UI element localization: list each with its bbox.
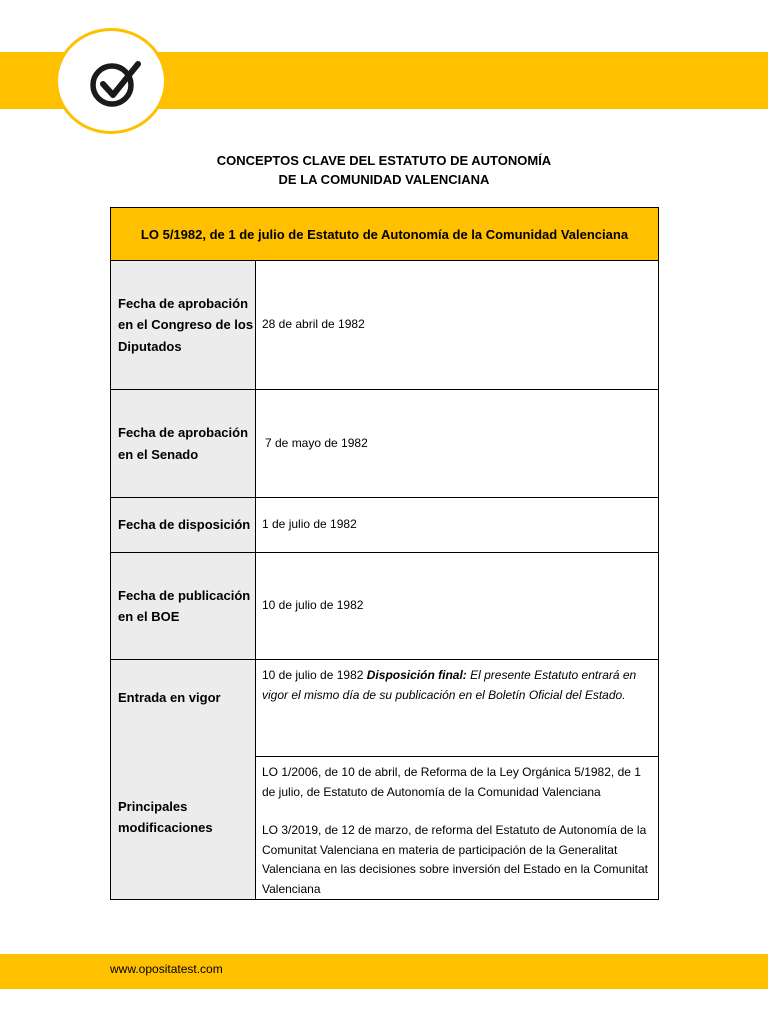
table-row [111, 553, 658, 660]
row-value-senado: 7 de mayo de 1982 [265, 435, 368, 450]
table-row [111, 498, 658, 553]
footer-link[interactable]: www.opositatest.com [110, 962, 223, 976]
row-value-disposicion: 1 de julio de 1982 [262, 517, 357, 532]
row-value-congreso: 28 de abril de 1982 [262, 317, 365, 332]
row-label-congreso: Fecha de aprobación en el Congreso de los Diputados [111, 261, 256, 389]
merged-values [256, 660, 658, 899]
row-label-boe: Fecha de publicación en el BOE [111, 553, 256, 659]
vigor-final-text: El presente Estatuto entrará en vigor el mismo día de su publicación en el Boletín Oficial del Estado. [262, 668, 637, 702]
table-row [111, 390, 658, 498]
modificacion-item: LO 3/2019, de 12 de marzo, de reforma del Estatuto de Autonomía de la Comunitat Valenciana en materia de participación de la Generalitat Valenciana en las decisiones sobre inversión del Estado en la Comunitat Valenciana [262, 823, 649, 896]
row-value-vigor [256, 660, 658, 757]
page-title-line1: CONCEPTOS CLAVE DEL ESTATUTO DE AUTONOMÍA [216, 153, 552, 168]
modificacion-item: LO 1/2006, de 10 de abril, de Reforma de la Ley Orgánica 5/1982, de 1 de julio, de Estatuto de Autonomía de la Comunidad Valenciana [262, 765, 641, 799]
vigor-date: 10 de julio de 1982 [262, 668, 367, 682]
logo [55, 28, 167, 134]
table-heading: LO 5/1982, de 1 de julio de Estatuto de Autonomía de la Comunidad Valenciana [111, 208, 658, 261]
merged-labels [111, 660, 256, 899]
vigor-final-label: Disposición final: [366, 668, 467, 682]
row-label-modificaciones: Principales modificaciones [118, 798, 213, 835]
table-row [111, 261, 658, 390]
table-row [111, 660, 658, 899]
row-label-disposicion: Fecha de disposición [111, 498, 256, 552]
row-value-modificaciones [256, 757, 658, 899]
page-title-line2: DE LA COMUNIDAD VALENCIANA [278, 172, 490, 187]
row-label-vigor: Entrada en vigor [118, 689, 221, 705]
statute-table [110, 207, 659, 900]
check-circle-icon [86, 54, 146, 114]
row-value-boe: 10 de julio de 1982 [262, 598, 364, 613]
row-label-senado: Fecha de aprobación en el Senado [111, 390, 256, 497]
